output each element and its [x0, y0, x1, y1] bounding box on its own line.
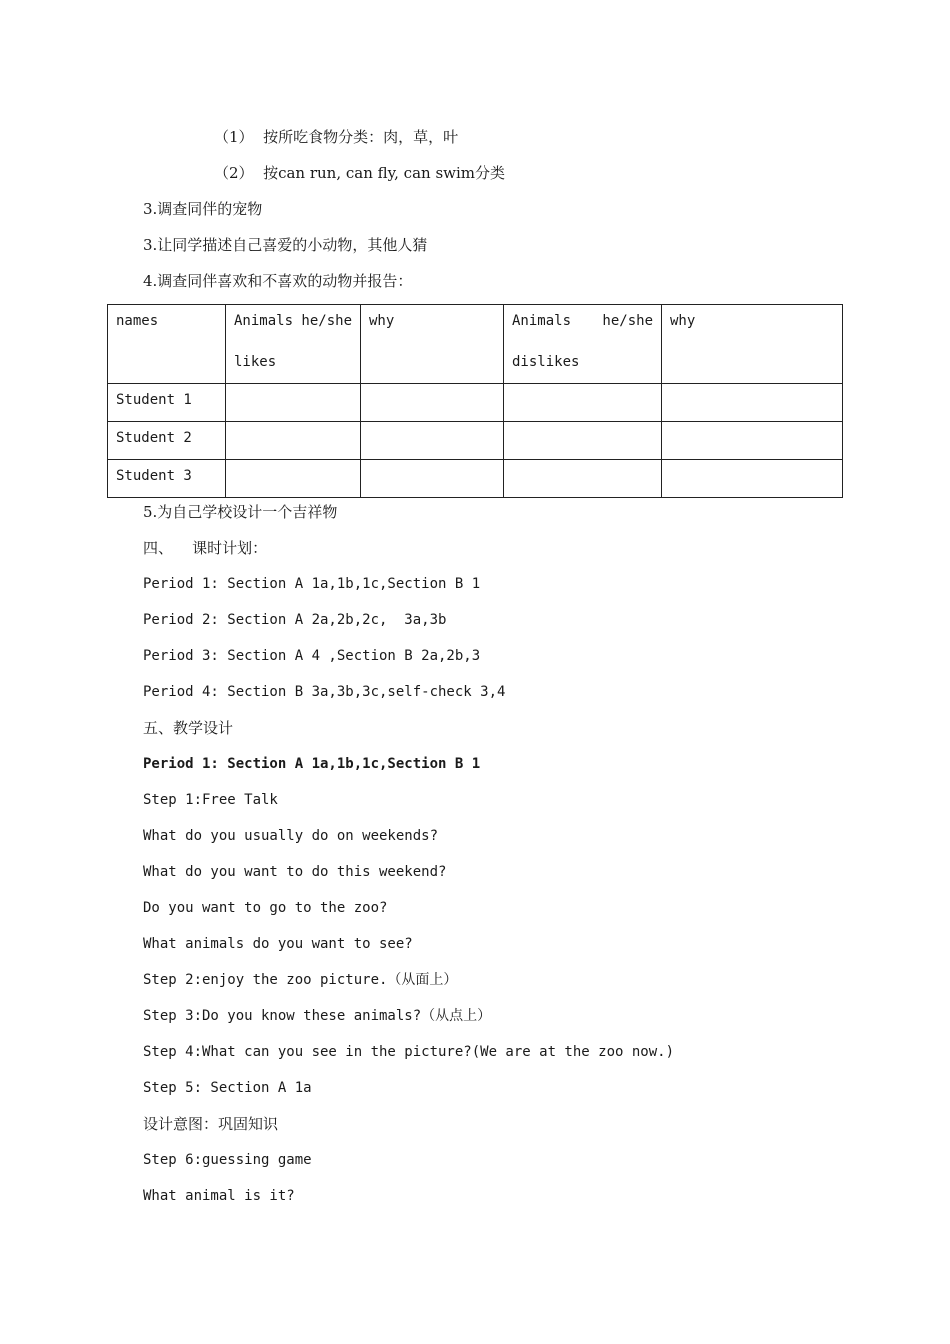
survey-likes-dislikes: 4.调查同伴喜欢和不喜欢的动物并报告： — [143, 272, 413, 290]
step-3: Step 3:Do you know these animals?（从点上） — [143, 1008, 492, 1024]
period-2-plan: Period 2: Section A 2a,2b,2c, 3a,3b — [143, 612, 447, 628]
step-4: Step 4:What can you see in the picture?(We are at the zoo now.) — [143, 1044, 675, 1060]
design-intent: 设计意图：巩固知识 — [143, 1115, 279, 1133]
period-1-plan: Period 1: Section A 1a,1b,1c,Section B 1 — [143, 576, 481, 592]
question-line: What animals do you want to see? — [143, 936, 413, 952]
describe-animal: 3.让同学描述自己喜爱的小动物，其他人猜 — [143, 236, 428, 254]
table-row — [108, 460, 843, 498]
row-label: Student 1 — [108, 384, 226, 422]
survey-table — [107, 304, 843, 498]
step-2: Step 2:enjoy the zoo picture.（从面上） — [143, 972, 458, 988]
survey-pets: 3.调查同伴的宠物 — [143, 200, 263, 218]
design-mascot: 5.为自己学校设计一个吉祥物 — [143, 503, 338, 521]
question-line: What do you want to do this weekend? — [143, 864, 447, 880]
step-5: Step 5: Section A 1a — [143, 1080, 312, 1096]
period-4-plan: Period 4: Section B 3a,3b,3c,self-check 3,4 — [143, 684, 506, 700]
classify-by-ability: （2） 按can run, can fly, can swim分类 — [214, 164, 506, 182]
period-3-plan: Period 3: Section A 4 ,Section B 2a,2b,3 — [143, 648, 481, 664]
row-label: Student 2 — [108, 422, 226, 460]
question-line: Do you want to go to the zoo? — [143, 900, 388, 916]
header-why-dislikes: why — [662, 305, 843, 384]
question-line: What animal is it? — [143, 1188, 295, 1204]
header-why-likes: why — [361, 305, 504, 384]
section-heading-design: 五、教学设计 — [143, 719, 234, 737]
row-label: Student 3 — [108, 460, 226, 498]
step-1: Step 1:Free Talk — [143, 792, 278, 808]
classify-by-food: （1） 按所吃食物分类：肉，草，叶 — [214, 128, 459, 146]
question-line: What do you usually do on weekends? — [143, 828, 439, 844]
header-likes: Animals he/she likes — [226, 305, 361, 384]
period-1-heading: Period 1: Section A 1a,1b,1c,Section B 1 — [143, 756, 481, 772]
table-row — [108, 422, 843, 460]
table-row — [108, 384, 843, 422]
section-heading-plan: 四、 课时计划： — [143, 539, 268, 557]
header-names: names — [108, 305, 226, 384]
header-dislikes: Animals he/she dislikes — [504, 305, 662, 384]
table-header-row — [108, 305, 843, 384]
step-6: Step 6:guessing game — [143, 1152, 312, 1168]
